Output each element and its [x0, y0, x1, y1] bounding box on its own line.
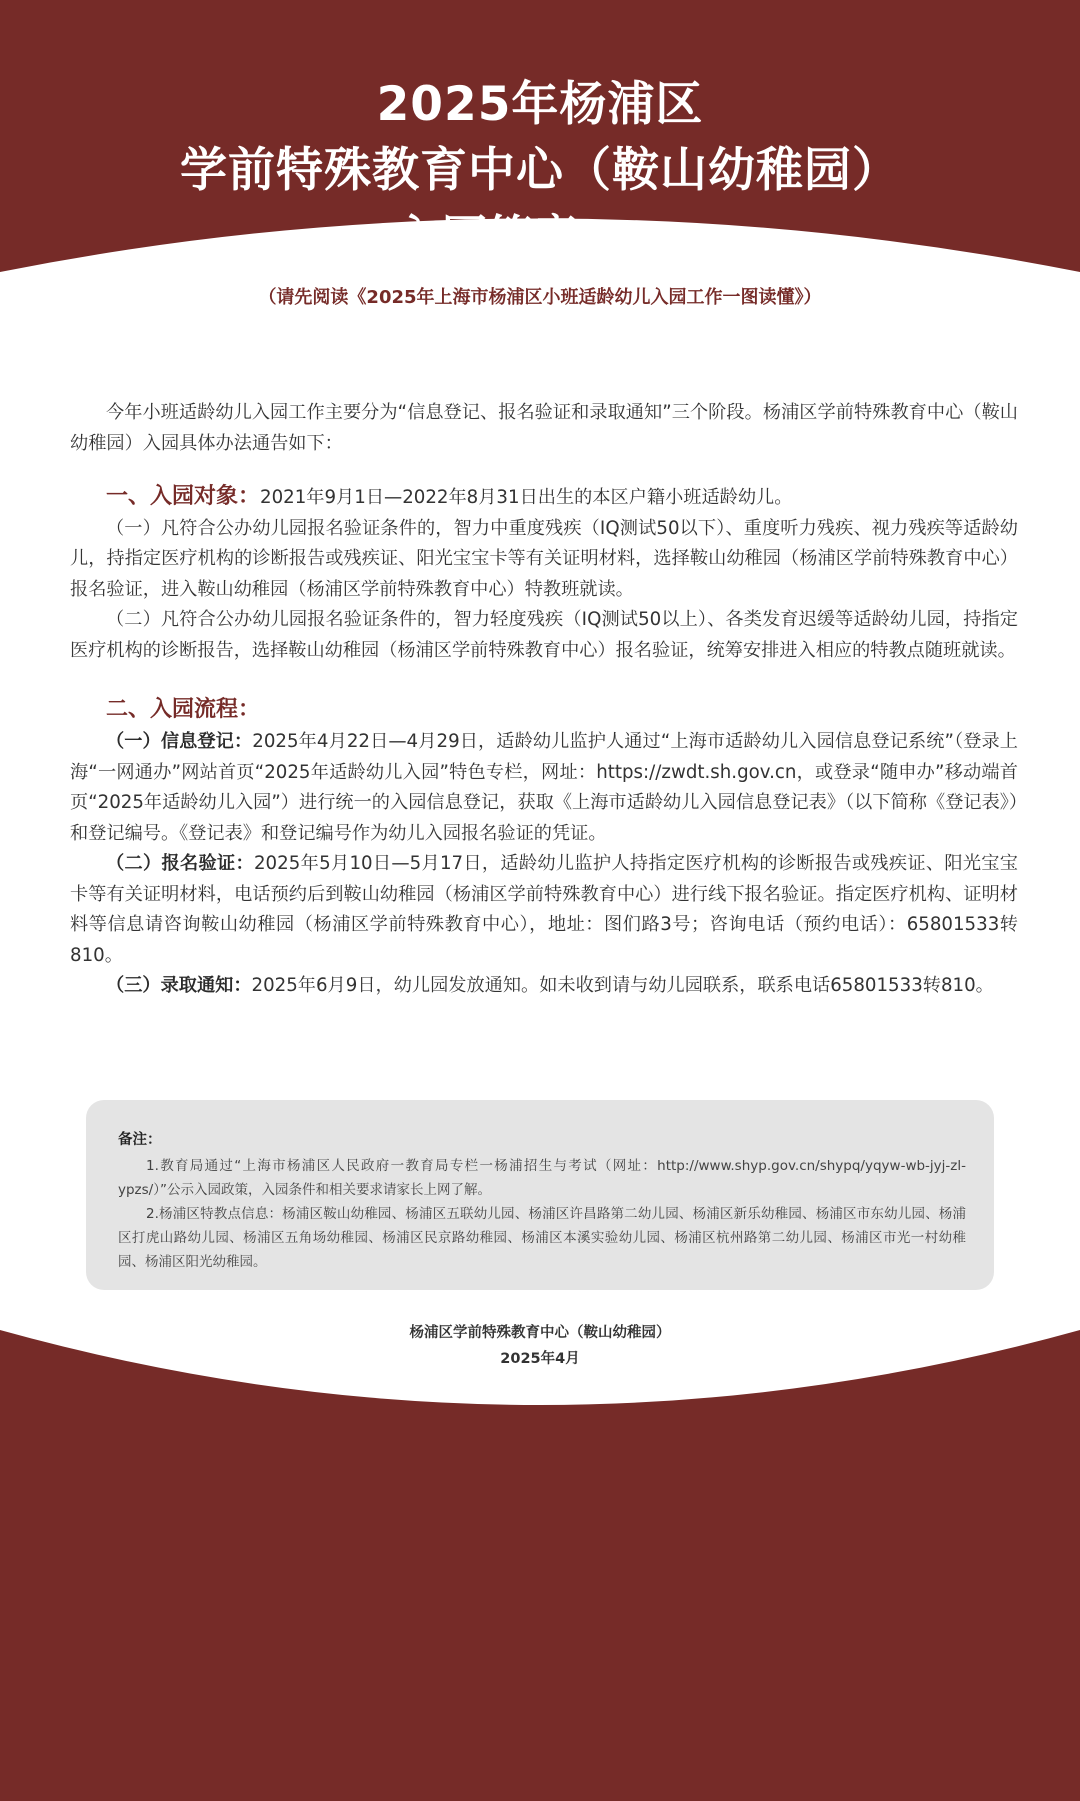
step3-heading: （三）录取通知：: [106, 975, 252, 996]
intro-paragraph: 今年小班适龄幼儿入园工作主要分为“信息登记、报名验证和录取通知”三个阶段。杨浦区学前特殊教育中心（鞍山幼稚园）入园具体办法通告如下：: [70, 402, 1018, 454]
section1-lead: [70, 482, 1018, 514]
section1-item-1: （一）凡符合公办幼儿园报名验证条件的，智力中重度残疾（ⅠQ测试50以下）、重度听力残疾、视力残疾等适龄幼儿，持指定医疗机构的诊断报告或残疾证、阳光宝宝卡等有关证明材料，选择鞍山幼稚园（杨浦区学前特殊教育中心）报名验证，进入鞍山幼稚园（杨浦区学前特殊教育中心）特教班就读。: [70, 517, 1018, 600]
title-line-3: [0, 204, 1080, 277]
footer-org: 杨浦区学前特殊教育中心（鞍山幼稚园）: [409, 1325, 671, 1341]
reading-tip: （请先阅读《2025年上海市杨浦区小班适龄幼儿入园工作一图读懂》）: [258, 287, 822, 308]
title-line-1: 2025年杨浦区: [376, 77, 704, 132]
title-main: 入园简章: [395, 210, 580, 263]
section2-step-1: [70, 727, 1018, 849]
remarks-title: 备注：: [118, 1132, 162, 1148]
section2-step-3: [70, 971, 1018, 1002]
remarks-item-2: 2.杨浦区特教点信息：杨浦区鞍山幼稚园、杨浦区五联幼儿园、杨浦区许昌路第二幼儿园、杨浦区新乐幼稚园、杨浦区市东幼儿园、杨浦区打虎山路幼儿园、杨浦区五角场幼稚园、杨浦区民京路幼稚园、杨浦区本溪实验幼儿园、杨浦区杭州路第二幼儿园、杨浦区市光一村幼稚园、杨浦区阳光幼稚园。: [118, 1206, 966, 1270]
remarks-item-1: 1.教育局通过“上海市杨浦区人民政府一教育局专栏一杨浦招生与考试（网址：http://www.shyp.gov.cn/shypq/yqyw-wb-jyj-zl-ypzs/）”公示入园政策，入园条件和相关要求请家长上网了解。: [118, 1158, 966, 1198]
poster-header: [0, 72, 1080, 277]
section1-item-2: （二）凡符合公办幼儿园报名验证条件的，智力轻度残疾（ⅠQ测试50以上）、各类发育迟缓等适龄幼儿园，持指定医疗机构的诊断报告，选择鞍山幼稚园（杨浦区学前特殊教育中心）报名验证，统筹安排进入相应的特教点随班就读。: [70, 609, 1018, 661]
section1-lead-text: 2021年9月1日—2022年8月31日出生的本区户籍小班适龄幼儿。: [260, 487, 793, 508]
step2-text: 2025年5月10日—5月17日，适龄幼儿监护人持指定医疗机构的诊断报告或残疾证、阳光宝宝卡等有关证明材料，电话预约后到鞍山幼稚园（杨浦区学前特殊教育中心）进行线下报名验证。指定医疗机构、证明材料等信息请咨询鞍山幼稚园（杨浦区学前特殊教育中心），地址：图们路3号；咨询电话（预约电话）：65801533转810。: [70, 853, 1018, 966]
main-content: [70, 398, 1018, 1002]
remarks-box: [86, 1100, 994, 1290]
section2-step-2: [70, 849, 1018, 971]
title-line-2: 学前特殊教育中心（鞍山幼稚园）: [180, 143, 900, 198]
section1-heading: 一、入园对象：: [106, 484, 261, 509]
step1-heading: （一）信息登记：: [106, 731, 253, 752]
step3-text: 2025年6月9日，幼儿园发放通知。如未收到请与幼儿园联系，联系电话65801533转810。: [251, 975, 994, 996]
title-suffix: （公办）: [580, 229, 685, 258]
step2-heading: （二）报名验证：: [106, 853, 254, 874]
poster-footer: [0, 1320, 1080, 1372]
section-eligibility: [70, 482, 1018, 666]
step1-text: 2025年4月22日—4月29日，适龄幼儿监护人通过“上海市适龄幼儿入园信息登记系统”（登录上海“一网通办”网站首页“2025年适龄幼儿入园”特色专栏，网址：https://zwdt.sh.gov.cn，或登录“随申办”移动端首页“2025年适龄幼儿入园”）进行统一的入园信息登记，获取《上海市适龄幼儿入园信息登记表》（以下简称《登记表》）和登记编号。《登记表》和登记编号作为幼儿入园报名验证的凭证。: [70, 731, 1018, 844]
section2-heading: 二、入园流程：: [106, 697, 261, 722]
footer-date: 2025年4月: [500, 1351, 580, 1367]
